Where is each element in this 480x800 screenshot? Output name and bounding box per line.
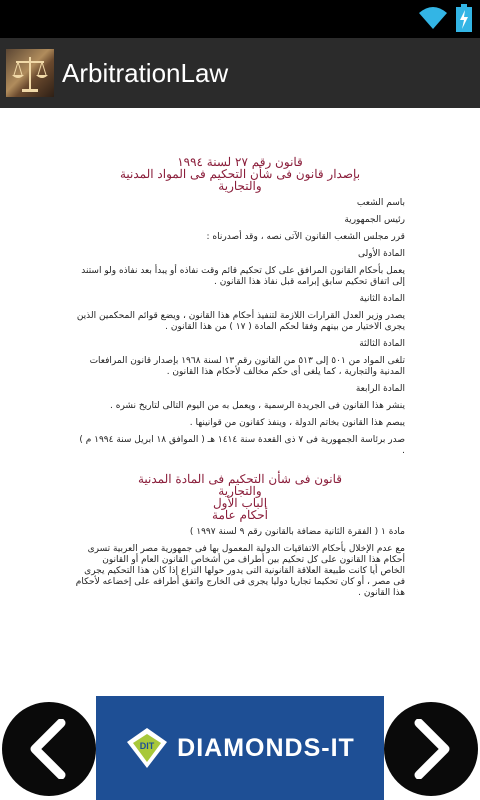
next-button[interactable] <box>384 702 478 796</box>
app-title: ArbitrationLaw <box>62 57 229 88</box>
doc-paragraph: المادة الثانية <box>359 294 405 304</box>
doc-paragraph: المادة الثالثة <box>359 339 405 349</box>
doc-paragraph: ينشر هذا القانون فى الجريدة الرسمية ، ويعمل به من اليوم التالى لتاريخ نشره . <box>110 401 405 411</box>
doc-paragraph: مع عدم الإخلال بأحكام الاتفاقيات الدولية المعمول بها فى جمهورية مصر العربية تسرى أحكام هذا القانون على كل تحكيم بين أطراف من أشخاص القانون العام أو القانون الخاص أيا كانت طبيعة العلاقة القانونية التى يدور حولها النزاع إذا كان هذا التحكيم يجرى فى مصر ، أو كان تحكيما تجاريا دوليا يجرى فى الخارج واتفق أطرافه على إخضاعه لأحكام هذا القانون . <box>75 544 405 598</box>
section-heading: قانون فى شأن التحكيم فى المادة المدنية <box>137 472 343 486</box>
document-heading: والتجارية <box>218 179 262 193</box>
scales-of-justice-icon <box>6 49 54 97</box>
doc-paragraph: باسم الشعب <box>356 198 405 208</box>
doc-paragraph: يصدر وزير العدل القرارات اللازمة لتنفيذ أحكام هذا القانون ، ويضع قوائم المحكمين الذين يجرى الاختيار من بينهم وفقا لحكم المادة ( ١٧ ) من هذا القانون . <box>76 311 405 332</box>
doc-paragraph: المادة الأولى <box>358 249 405 259</box>
document-heading: قانون رقم ٢٧ لسنة ١٩٩٤ <box>177 155 303 169</box>
section-heading: أحكام عامة <box>212 508 268 522</box>
logo-text: DIT <box>139 741 155 751</box>
law-document <box>75 156 405 605</box>
chevron-left-icon <box>25 719 73 779</box>
wifi-icon <box>418 5 448 31</box>
doc-paragraph: صدر برئاسة الجمهورية فى ٧ ذى القعدة سنة ١٤١٤ هـ ( الموافق ١٨ ابريل سنة ١٩٩٤ م ) . <box>79 435 405 456</box>
chevron-right-icon <box>407 719 455 779</box>
ad-brand: DIAMONDS-IT <box>177 733 355 762</box>
doc-paragraph: المادة الرابعة <box>355 384 405 394</box>
doc-paragraph: مادة ١ ( الفقرة الثانية مضافة بالقانون رقم ٩ لسنة ١٩٩٧ ) <box>189 527 405 537</box>
doc-paragraph: يبصم هذا القانون بخاتم الدولة ، وينفذ كقانون من قوانينها . <box>189 418 405 428</box>
previous-button[interactable] <box>2 702 96 796</box>
document-heading: بإصدار قانون فى شأن التحكيم فى المواد المدنية <box>119 167 361 181</box>
action-bar <box>0 38 480 108</box>
document-view[interactable] <box>0 108 480 696</box>
status-icons <box>418 4 472 32</box>
doc-paragraph: يعمل بأحكام القانون المرافق على كل تحكيم قائم وقت نفاذه أو يبدأ بعد نفاذه ولو استند إلى اتفاق تحكيم سابق إبرامه قبل نفاذ هذا القانون . <box>81 266 405 287</box>
doc-paragraph: رئيس الجمهورية <box>344 215 405 225</box>
section-heading: والتجارية <box>218 484 262 498</box>
doc-paragraph: قرر مجلس الشعب القانون الآتى نصه ، وقد أصدرناه : <box>206 232 405 242</box>
battery-charging-icon <box>456 4 472 32</box>
status-bar <box>0 0 480 38</box>
doc-paragraph: تلغى المواد من ٥٠١ إلى ٥١٣ من القانون رقم ١٣ لسنة ١٩٦٨ بإصدار قانون المرافعات المدنية والتجارية ، كما يلغى أى حكم مخالف لأحكام هذا القانون . <box>89 356 405 377</box>
ad-banner[interactable] <box>96 696 384 800</box>
diamond-logo-icon <box>125 726 169 770</box>
section-heading: الباب الأول <box>212 496 268 510</box>
